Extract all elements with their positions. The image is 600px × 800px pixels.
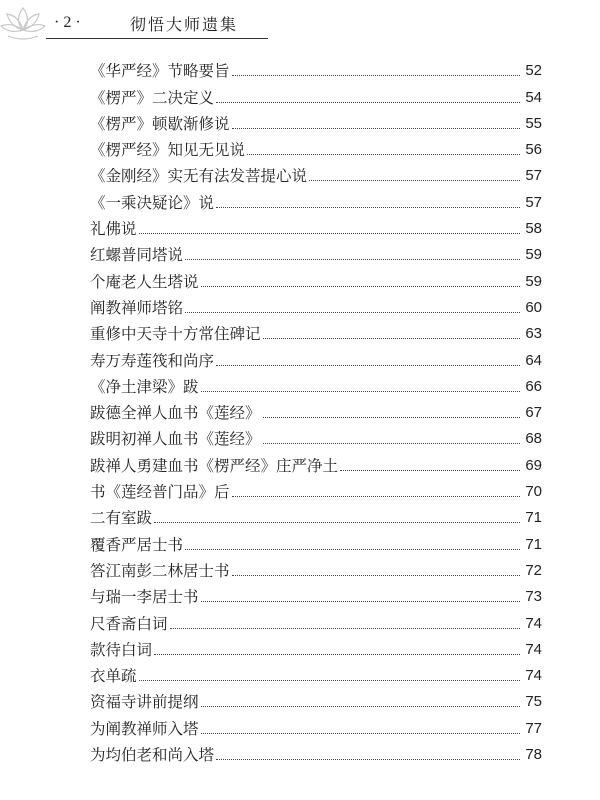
toc-entry[interactable] — [90, 449, 542, 475]
toc-entry-page: 75 — [525, 693, 542, 711]
toc-entry[interactable] — [90, 660, 542, 686]
toc-entry-title: 《楞严》二决定义 — [90, 88, 215, 107]
toc-entry-page: 72 — [525, 561, 542, 579]
toc-entry[interactable] — [90, 134, 542, 160]
toc-entry-page: 67 — [525, 404, 542, 422]
toc-entry[interactable] — [90, 265, 542, 291]
toc-entry-title: 尺香斋白词 — [90, 614, 168, 633]
toc-dot-leader — [139, 233, 520, 234]
toc-entry-page: 59 — [525, 272, 542, 290]
toc-entry-page: 74 — [525, 640, 542, 658]
toc-dot-leader — [263, 417, 520, 418]
lotus-ornament-icon — [0, 0, 46, 44]
running-header — [46, 12, 268, 40]
toc-entry[interactable] — [90, 607, 542, 633]
toc-dot-leader — [340, 470, 520, 471]
toc-entry[interactable] — [90, 186, 542, 212]
toc-entry[interactable] — [90, 423, 542, 449]
toc-dot-leader — [216, 207, 520, 208]
toc-entry-title: 跋德全禅人血书《莲经》 — [90, 404, 261, 423]
toc-dot-leader — [216, 759, 520, 760]
toc-entry-page: 71 — [525, 535, 542, 553]
toc-entry-title: 书《莲经普门品》后 — [90, 483, 230, 502]
toc-entry[interactable] — [90, 292, 542, 318]
toc-entry-page: 55 — [525, 114, 542, 132]
toc-entry-page: 68 — [525, 430, 542, 448]
table-of-contents — [90, 55, 542, 765]
toc-entry[interactable] — [90, 371, 542, 397]
toc-entry-page: 73 — [525, 588, 542, 606]
toc-entry-page: 56 — [525, 141, 542, 159]
toc-entry[interactable] — [90, 397, 542, 423]
toc-entry[interactable] — [90, 81, 542, 107]
toc-entry-page: 59 — [525, 246, 542, 264]
toc-entry-title: 覆香严居士书 — [90, 535, 184, 554]
toc-entry-title: 款待白词 — [90, 640, 153, 659]
header-rule — [46, 38, 268, 39]
toc-entry[interactable] — [90, 634, 542, 660]
toc-entry-page: 52 — [525, 62, 542, 80]
toc-entry-page: 69 — [525, 456, 542, 474]
toc-entry-title: 答江南彭二林居士书 — [90, 561, 230, 580]
toc-dot-leader — [201, 733, 520, 734]
toc-entry-page: 66 — [525, 377, 542, 395]
toc-dot-leader — [170, 628, 520, 629]
toc-entry-title: 《楞严》顿歇渐修说 — [90, 114, 230, 133]
toc-entry-page: 57 — [525, 167, 542, 185]
toc-entry-title: 个庵老人生塔说 — [90, 272, 199, 291]
toc-entry[interactable] — [90, 239, 542, 265]
toc-entry-title: 《楞严经》知见无见说 — [90, 141, 246, 160]
toc-entry-title: 《金刚经》实无有法发菩提心说 — [90, 167, 308, 186]
toc-entry[interactable] — [90, 712, 542, 738]
toc-entry-title: 二有室跋 — [90, 509, 153, 528]
toc-entry-title: 《华严经》节略要旨 — [90, 62, 230, 81]
toc-dot-leader — [247, 154, 520, 155]
toc-entry[interactable] — [90, 581, 542, 607]
toc-entry-page: 60 — [525, 298, 542, 316]
toc-dot-leader — [232, 128, 520, 129]
toc-entry[interactable] — [90, 318, 542, 344]
toc-dot-leader — [232, 575, 520, 576]
toc-dot-leader — [201, 601, 520, 602]
toc-entry-title: 寿万寿莲筏和尚序 — [90, 351, 215, 370]
toc-entry-page: 64 — [525, 351, 542, 369]
toc-dot-leader — [263, 338, 520, 339]
toc-entry-page: 57 — [525, 193, 542, 211]
toc-entry[interactable] — [90, 213, 542, 239]
toc-entry-title: 跋明初禅人血书《莲经》 — [90, 430, 261, 449]
toc-entry-page: 77 — [525, 719, 542, 737]
toc-entry-page: 58 — [525, 220, 542, 238]
toc-entry[interactable] — [90, 739, 542, 765]
toc-entry-page: 54 — [525, 88, 542, 106]
toc-entry-title: 与瑞一李居士书 — [90, 588, 199, 607]
toc-dot-leader — [201, 286, 520, 287]
toc-entry-title: 红螺普同塔说 — [90, 246, 184, 265]
header-page-number: · 2 · — [54, 14, 81, 31]
header-book-title: 彻悟大师遗集 — [130, 15, 239, 34]
toc-entry-title: 资福寺讲前提纲 — [90, 693, 199, 712]
toc-entry[interactable] — [90, 528, 542, 554]
toc-entry[interactable] — [90, 55, 542, 81]
toc-entry-title: 衣单疏 — [90, 667, 137, 686]
toc-entry-page: 78 — [525, 746, 542, 764]
toc-dot-leader — [201, 706, 520, 707]
toc-dot-leader — [185, 549, 520, 550]
toc-dot-leader — [309, 180, 520, 181]
toc-entry-title: 重修中天寺十方常住碑记 — [90, 325, 261, 344]
toc-entry-title: 礼佛说 — [90, 220, 137, 239]
toc-dot-leader — [232, 496, 520, 497]
toc-entry[interactable] — [90, 686, 542, 712]
toc-entry-page: 70 — [525, 483, 542, 501]
toc-entry[interactable] — [90, 344, 542, 370]
toc-entry-title: 跋禅人勇建血书《楞严经》庄严净土 — [90, 456, 339, 475]
toc-dot-leader — [201, 391, 520, 392]
toc-entry[interactable] — [90, 476, 542, 502]
toc-dot-leader — [263, 443, 520, 444]
toc-entry-title: 为阐教禅师入塔 — [90, 719, 199, 738]
toc-entry-page: 74 — [525, 614, 542, 632]
toc-dot-leader — [185, 259, 520, 260]
toc-dot-leader — [232, 75, 520, 76]
toc-dot-leader — [216, 102, 520, 103]
toc-entry-title: 《净土津梁》跋 — [90, 377, 199, 396]
toc-entry[interactable] — [90, 555, 542, 581]
toc-entry-title: 阐教禅师塔铭 — [90, 298, 184, 317]
toc-entry-title: 为均伯老和尚入塔 — [90, 746, 215, 765]
toc-entry-title: 《一乘决疑论》说 — [90, 193, 215, 212]
toc-entry-page: 63 — [525, 325, 542, 343]
toc-dot-leader — [185, 312, 520, 313]
toc-dot-leader — [139, 680, 520, 681]
toc-entry[interactable] — [90, 160, 542, 186]
toc-dot-leader — [216, 365, 520, 366]
toc-entry-page: 71 — [525, 509, 542, 527]
toc-dot-leader — [154, 654, 520, 655]
toc-entry[interactable] — [90, 502, 542, 528]
toc-dot-leader — [154, 522, 520, 523]
toc-entry-page: 74 — [525, 667, 542, 685]
toc-entry[interactable] — [90, 108, 542, 134]
